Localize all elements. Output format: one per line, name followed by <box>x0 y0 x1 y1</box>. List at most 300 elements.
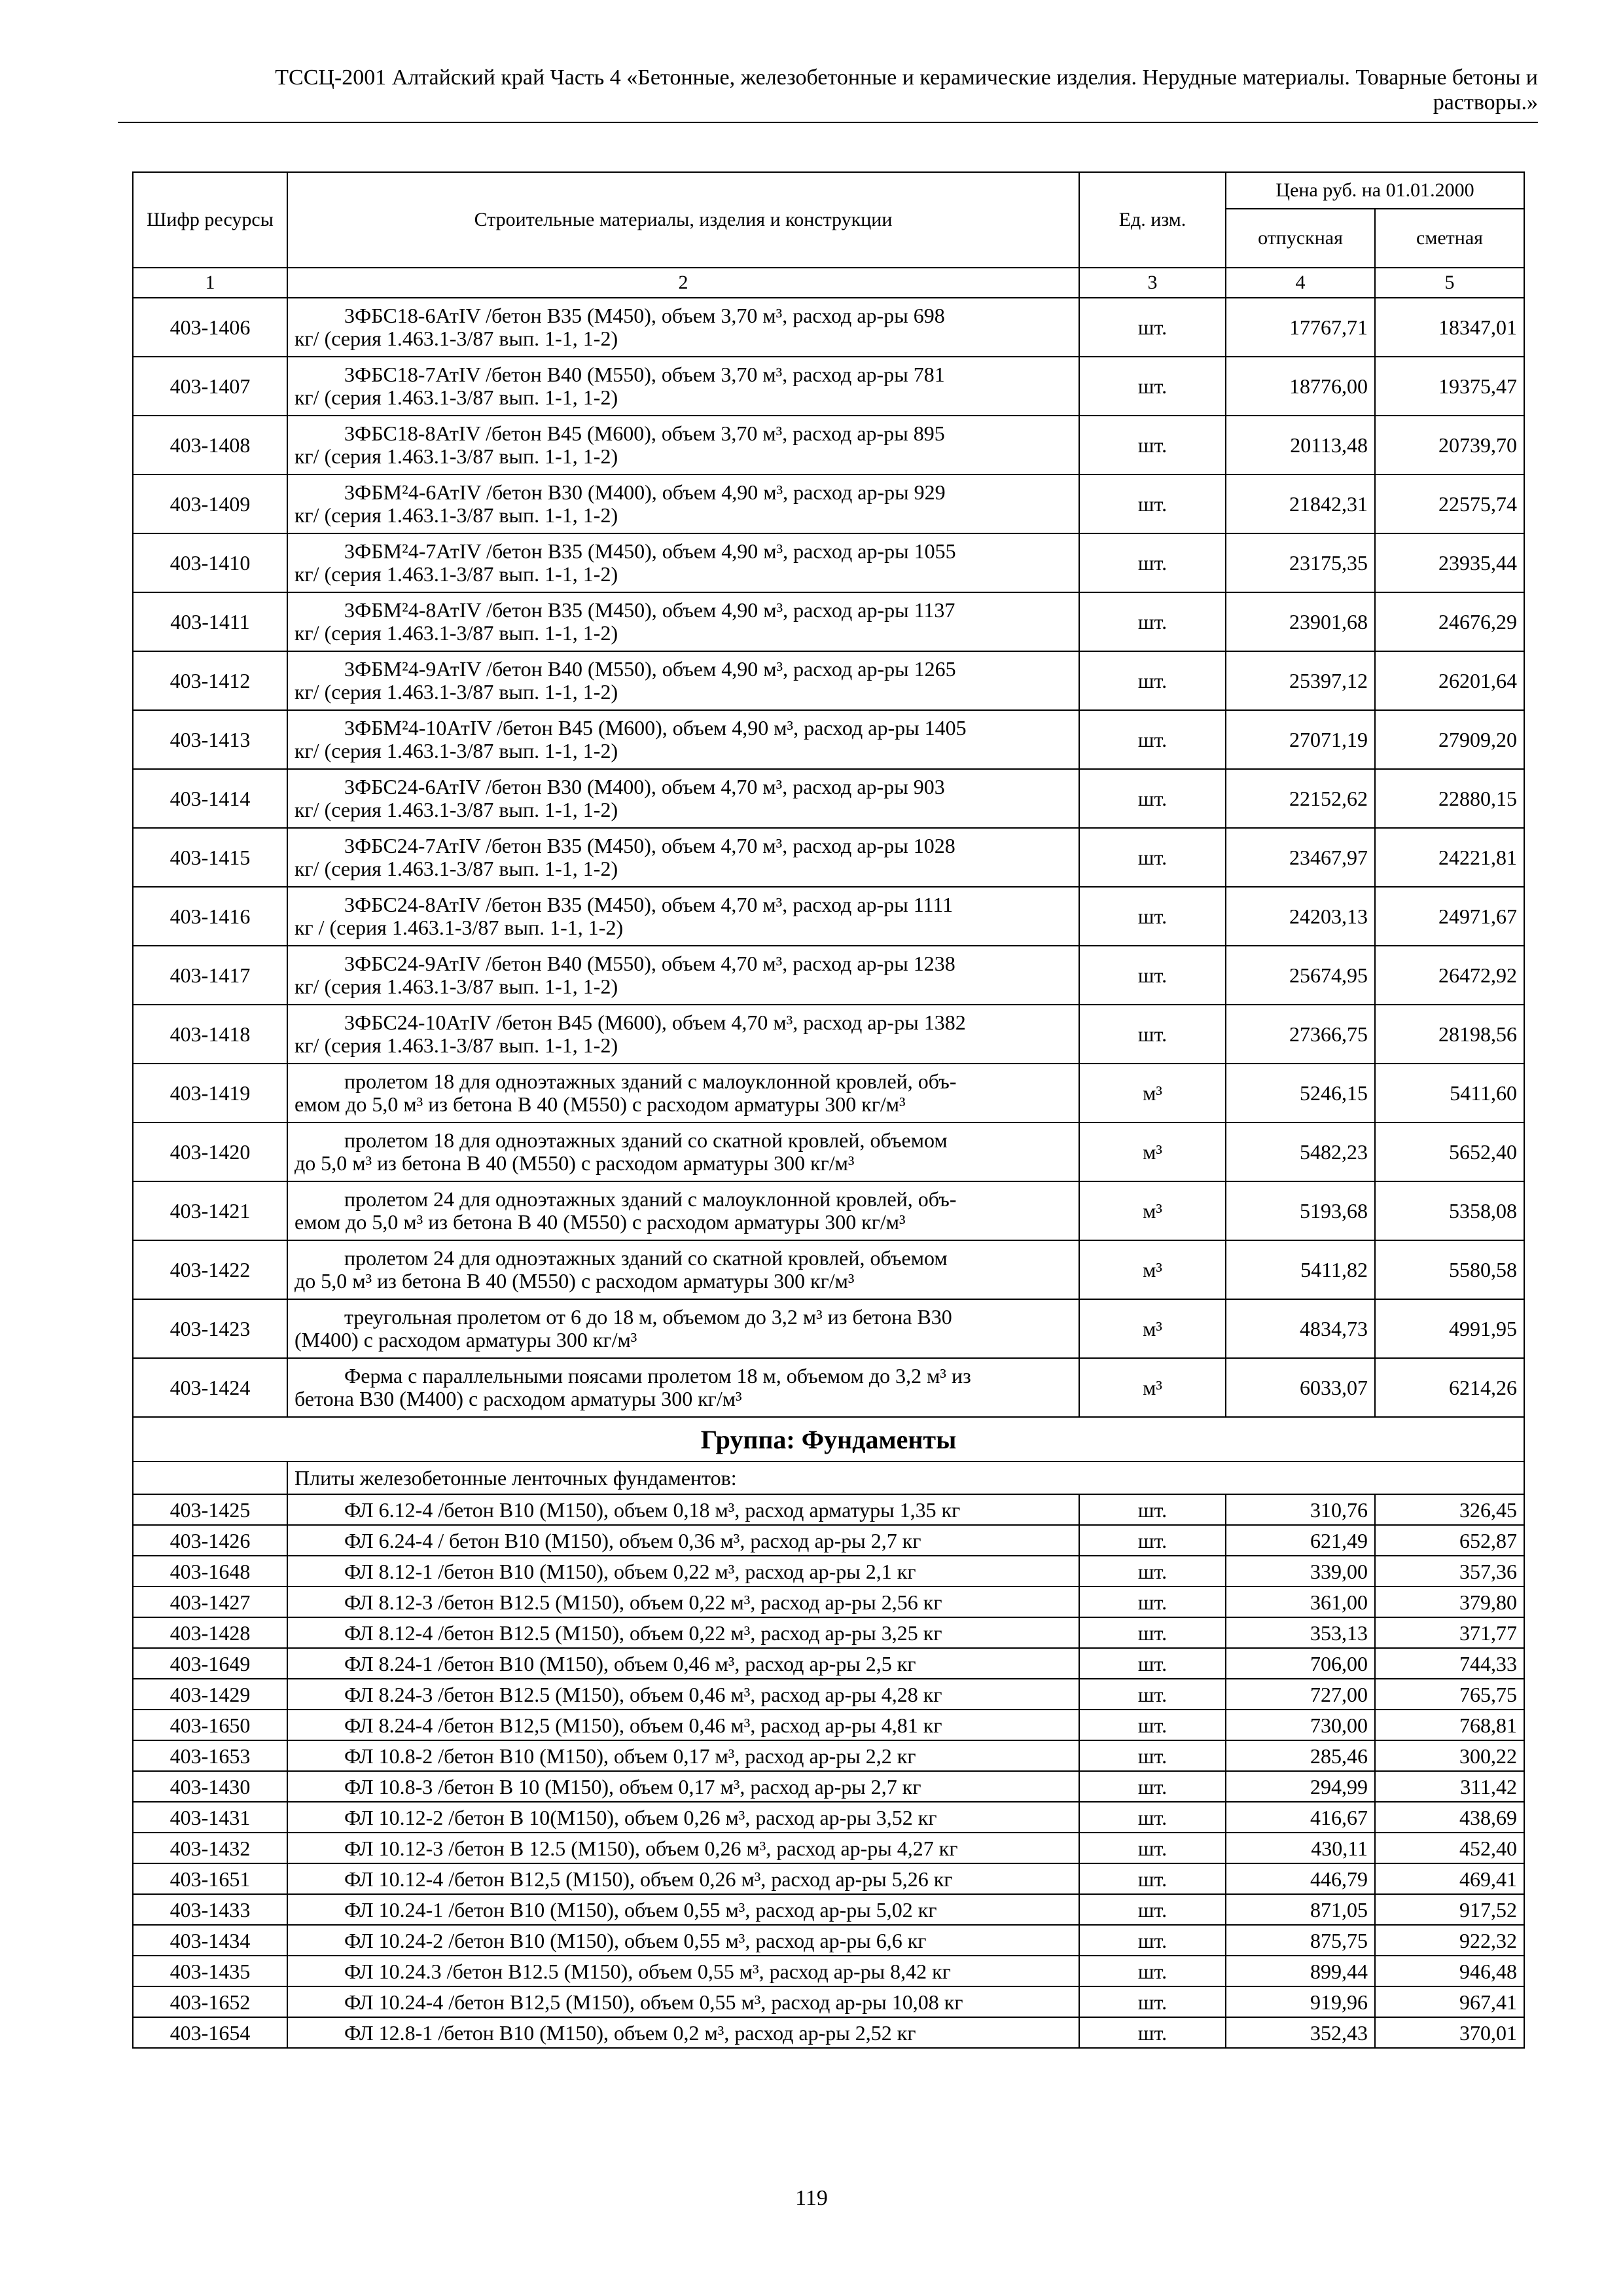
description-line-1: 3ФБС18-7АтIV /бетон В40 (М550), объем 3,70 м³, расход ар-ры 781 <box>344 363 945 386</box>
table-row <box>133 1005 1524 1064</box>
release-price: 5193,68 <box>1226 1181 1375 1240</box>
description-text: ФЛ 8.12-1 /бетон В10 (М150), объем 0,22 м³, расход ар-ры 2,1 кг <box>344 1559 916 1583</box>
estimate-price: 744,33 <box>1375 1648 1524 1679</box>
resource-code: 403-1412 <box>133 651 287 710</box>
description-line-1: 3ФБС18-8АтIV /бетон В45 (М600), объем 3,70 м³, расход ар-ры 895 <box>344 422 945 445</box>
description-line-1: Ферма с параллельными поясами пролетом 18 м, объемом до 3,2 м³ из <box>344 1364 971 1388</box>
table-row <box>133 828 1524 887</box>
release-price: 23467,97 <box>1226 828 1375 887</box>
page-header <box>118 65 1538 115</box>
resource-code: 403-1417 <box>133 946 287 1005</box>
resource-code: 403-1419 <box>133 1064 287 1122</box>
table-row <box>133 1956 1524 1986</box>
table-body-foundations <box>133 1494 1524 2048</box>
col-number: 5 <box>1375 268 1524 298</box>
resource-code: 403-1418 <box>133 1005 287 1064</box>
description-line-2: кг / (серия 1.463.1-3/87 вып. 1-1, 1-2) <box>294 916 624 939</box>
release-price: 23175,35 <box>1226 533 1375 592</box>
release-price: 621,49 <box>1226 1525 1375 1556</box>
description-line-2: емом до 5,0 м³ из бетона В 40 (М550) с расходом арматуры 300 кг/м³ <box>294 1210 906 1234</box>
table-row <box>133 887 1524 946</box>
resource-description <box>287 1986 1079 2017</box>
resource-description <box>287 1525 1079 1556</box>
release-price: 919,96 <box>1226 1986 1375 2017</box>
resource-description <box>287 475 1079 533</box>
estimate-price: 370,01 <box>1375 2017 1524 2048</box>
resource-code: 403-1411 <box>133 592 287 651</box>
unit-cell: шт. <box>1079 769 1226 828</box>
table-row <box>133 1740 1524 1771</box>
resource-description <box>287 1925 1079 1956</box>
unit-cell: шт. <box>1079 1802 1226 1833</box>
estimate-price: 6214,26 <box>1375 1358 1524 1417</box>
group-title: Группа: Фундаменты <box>133 1417 1524 1462</box>
resource-description <box>287 416 1079 475</box>
resource-code: 403-1423 <box>133 1299 287 1358</box>
unit-cell: шт. <box>1079 298 1226 357</box>
resource-description <box>287 769 1079 828</box>
unit-cell: шт. <box>1079 1771 1226 1802</box>
table-row <box>133 1710 1524 1740</box>
description-text: ФЛ 6.24-4 / бетон В10 (М150), объем 0,36 м³, расход ар-ры 2,7 кг <box>344 1528 921 1552</box>
description-text: ФЛ 10.8-3 /бетон В 10 (М150), объем 0,17 м³, расход ар-ры 2,7 кг <box>344 1774 921 1799</box>
resource-code: 403-1413 <box>133 710 287 769</box>
resource-description <box>287 1833 1079 1863</box>
resource-code: 403-1421 <box>133 1181 287 1240</box>
table-row <box>133 1181 1524 1240</box>
resource-description <box>287 1648 1079 1679</box>
release-price: 294,99 <box>1226 1771 1375 1802</box>
description-text: ФЛ 10.12-4 /бетон В12,5 (М150), объем 0,26 м³, расход ар-ры 5,26 кг <box>344 1867 953 1891</box>
description-text: ФЛ 10.12-3 /бетон В 12.5 (М150), объем 0,26 м³, расход ар-ры 4,27 кг <box>344 1836 958 1860</box>
description-line-1: пролетом 18 для одноэтажных зданий с малоуклонной кровлей, объ- <box>344 1069 957 1093</box>
table-row <box>133 2017 1524 2048</box>
unit-cell: шт. <box>1079 357 1226 416</box>
estimate-price: 5652,40 <box>1375 1122 1524 1181</box>
description-text: ФЛ 6.12-4 /бетон В10 (М150), объем 0,18 м³, расход арматуры 1,35 кг <box>344 1498 961 1522</box>
description-line-2: до 5,0 м³ из бетона В 40 (М550) с расходом арматуры 300 кг/м³ <box>294 1151 855 1175</box>
table-row <box>133 1525 1524 1556</box>
unit-cell: м³ <box>1079 1358 1226 1417</box>
description-line-1: пролетом 24 для одноэтажных зданий с малоуклонной кровлей, объ- <box>344 1187 957 1211</box>
page-number: 119 <box>795 2186 828 2210</box>
table-row <box>133 1771 1524 1802</box>
table-row <box>133 1494 1524 1525</box>
description-line-2: кг/ (серия 1.463.1-3/87 вып. 1-1, 1-2) <box>294 386 618 409</box>
resource-code: 403-1409 <box>133 475 287 533</box>
description-line-2: кг/ (серия 1.463.1-3/87 вып. 1-1, 1-2) <box>294 562 618 586</box>
resource-code: 403-1653 <box>133 1740 287 1771</box>
col-number: 2 <box>287 268 1079 298</box>
unit-cell: шт. <box>1079 1679 1226 1710</box>
unit-cell: шт. <box>1079 1005 1226 1064</box>
resource-description <box>287 1771 1079 1802</box>
release-price: 27071,19 <box>1226 710 1375 769</box>
description-line-2: (М400) с расходом арматуры 300 кг/м³ <box>294 1328 637 1352</box>
estimate-price: 469,41 <box>1375 1863 1524 1894</box>
table-body-group <box>133 1417 1524 1494</box>
subgroup-row <box>133 1462 1524 1494</box>
release-price: 5482,23 <box>1226 1122 1375 1181</box>
resource-code: 403-1650 <box>133 1710 287 1740</box>
resource-description <box>287 1005 1079 1064</box>
unit-cell: шт. <box>1079 651 1226 710</box>
table-row <box>133 651 1524 710</box>
resource-description <box>287 946 1079 1005</box>
description-text: ФЛ 10.24-2 /бетон В10 (М150), объем 0,55 м³, расход ар-ры 6,6 кг <box>344 1928 927 1952</box>
subgroup-title: Плиты железобетонные ленточных фундаментов: <box>287 1462 1524 1494</box>
estimate-price: 22575,74 <box>1375 475 1524 533</box>
estimate-price: 23935,44 <box>1375 533 1524 592</box>
header-line-2: растворы.» <box>1433 90 1538 115</box>
resource-code: 403-1414 <box>133 769 287 828</box>
description-text: ФЛ 10.24-4 /бетон В12,5 (М150), объем 0,55 м³, расход ар-ры 10,08 кг <box>344 1990 963 2014</box>
release-price: 20113,48 <box>1226 416 1375 475</box>
unit-cell: шт. <box>1079 416 1226 475</box>
resource-description <box>287 592 1079 651</box>
table-row <box>133 1894 1524 1925</box>
description-text: ФЛ 10.12-2 /бетон В 10(М150), объем 0,26 м³, расход ар-ры 3,52 кг <box>344 1805 937 1829</box>
unit-cell: м³ <box>1079 1299 1226 1358</box>
description-line-1: 3ФБМ²4-8АтIV /бетон В35 (М450), объем 4,90 м³, расход ар-ры 1137 <box>344 598 955 622</box>
unit-cell: шт. <box>1079 1986 1226 2017</box>
resource-code: 403-1407 <box>133 357 287 416</box>
table-row <box>133 592 1524 651</box>
resource-code: 403-1431 <box>133 1802 287 1833</box>
release-price: 706,00 <box>1226 1648 1375 1679</box>
resource-code: 403-1406 <box>133 298 287 357</box>
unit-cell: шт. <box>1079 1710 1226 1740</box>
description-text: ФЛ 8.24-1 /бетон В10 (М150), объем 0,46 м³, расход ар-ры 2,5 кг <box>344 1651 916 1676</box>
table-row <box>133 298 1524 357</box>
resource-description <box>287 1240 1079 1299</box>
release-price: 21842,31 <box>1226 475 1375 533</box>
release-price: 430,11 <box>1226 1833 1375 1863</box>
resource-description <box>287 1122 1079 1181</box>
description-line-2: кг/ (серия 1.463.1-3/87 вып. 1-1, 1-2) <box>294 621 618 645</box>
estimate-price: 765,75 <box>1375 1679 1524 1710</box>
description-text: ФЛ 10.24.3 /бетон В12.5 (М150), объем 0,55 м³, расход ар-ры 8,42 кг <box>344 1959 951 1983</box>
resource-description <box>287 298 1079 357</box>
unit-cell: шт. <box>1079 1556 1226 1587</box>
resource-code: 403-1426 <box>133 1525 287 1556</box>
col-header-price-group: Цена руб. на 01.01.2000 <box>1226 172 1524 209</box>
col-header-code: Шифр ресурсы <box>133 172 287 268</box>
estimate-price: 27909,20 <box>1375 710 1524 769</box>
unit-cell: шт. <box>1079 2017 1226 2048</box>
release-price: 22152,62 <box>1226 769 1375 828</box>
estimate-price: 371,77 <box>1375 1617 1524 1648</box>
resource-description <box>287 1494 1079 1525</box>
header-line-1: ТССЦ-2001 Алтайский край Часть 4 «Бетонные, железобетонные и керамические изделия. Нерудные материалы. Товарные бетоны и <box>275 65 1538 90</box>
group-row <box>133 1417 1524 1462</box>
release-price: 353,13 <box>1226 1617 1375 1648</box>
release-price: 339,00 <box>1226 1556 1375 1587</box>
resource-code: 403-1424 <box>133 1358 287 1417</box>
header-rule <box>118 122 1538 123</box>
estimate-price: 326,45 <box>1375 1494 1524 1525</box>
unit-cell: шт. <box>1079 1617 1226 1648</box>
release-price: 23901,68 <box>1226 592 1375 651</box>
description-line-1: 3ФБС24-9АтIV /бетон В40 (М550), объем 4,70 м³, расход ар-ры 1238 <box>344 952 955 975</box>
description-line-2: кг/ (серия 1.463.1-3/87 вып. 1-1, 1-2) <box>294 503 618 527</box>
unit-cell: шт. <box>1079 1740 1226 1771</box>
table-row <box>133 1299 1524 1358</box>
table-row <box>133 1833 1524 1863</box>
table-row <box>133 1648 1524 1679</box>
estimate-price: 4991,95 <box>1375 1299 1524 1358</box>
table-row <box>133 1240 1524 1299</box>
unit-cell: м³ <box>1079 1181 1226 1240</box>
estimate-price: 24676,29 <box>1375 592 1524 651</box>
estimate-price: 311,42 <box>1375 1771 1524 1802</box>
resource-code: 403-1651 <box>133 1863 287 1894</box>
resource-code: 403-1435 <box>133 1956 287 1986</box>
table-row <box>133 1358 1524 1417</box>
resource-code: 403-1652 <box>133 1986 287 2017</box>
description-line-2: кг/ (серия 1.463.1-3/87 вып. 1-1, 1-2) <box>294 444 618 468</box>
release-price: 6033,07 <box>1226 1358 1375 1417</box>
col-number: 4 <box>1226 268 1375 298</box>
release-price: 5411,82 <box>1226 1240 1375 1299</box>
unit-cell: шт. <box>1079 1956 1226 1986</box>
resource-description <box>287 1894 1079 1925</box>
resource-description <box>287 1956 1079 1986</box>
resource-description <box>287 710 1079 769</box>
resource-description <box>287 1299 1079 1358</box>
col-number: 1 <box>133 268 287 298</box>
description-line-2: кг/ (серия 1.463.1-3/87 вып. 1-1, 1-2) <box>294 739 618 762</box>
table-row <box>133 1587 1524 1617</box>
unit-cell: шт. <box>1079 710 1226 769</box>
estimate-price: 452,40 <box>1375 1833 1524 1863</box>
description-line-1: пролетом 24 для одноэтажных зданий со скатной кровлей, объемом <box>344 1246 948 1270</box>
estimate-price: 967,41 <box>1375 1986 1524 2017</box>
estimate-price: 5358,08 <box>1375 1181 1524 1240</box>
table-row <box>133 1679 1524 1710</box>
unit-cell: м³ <box>1079 1240 1226 1299</box>
col-header-name: Строительные материалы, изделия и конструкции <box>287 172 1079 268</box>
description-line-1: пролетом 18 для одноэтажных зданий со скатной кровлей, объемом <box>344 1128 948 1152</box>
table-row <box>133 769 1524 828</box>
description-text: ФЛ 8.24-3 /бетон В12.5 (М150), объем 0,46 м³, расход ар-ры 4,28 кг <box>344 1682 942 1706</box>
unit-cell: шт. <box>1079 592 1226 651</box>
estimate-price: 5580,58 <box>1375 1240 1524 1299</box>
unit-cell: м³ <box>1079 1064 1226 1122</box>
col-header-release: отпускная <box>1226 209 1375 268</box>
estimate-price: 946,48 <box>1375 1956 1524 1986</box>
resource-description <box>287 2017 1079 2048</box>
table-row <box>133 946 1524 1005</box>
estimate-price: 20739,70 <box>1375 416 1524 475</box>
table-row <box>133 1556 1524 1587</box>
release-price: 416,67 <box>1226 1802 1375 1833</box>
resource-code: 403-1416 <box>133 887 287 946</box>
estimate-price: 300,22 <box>1375 1740 1524 1771</box>
description-line-1: 3ФБС24-8АтIV /бетон В35 (М450), объем 4,70 м³, расход ар-ры 1111 <box>344 893 954 916</box>
resource-description <box>287 828 1079 887</box>
release-price: 352,43 <box>1226 2017 1375 2048</box>
release-price: 18776,00 <box>1226 357 1375 416</box>
release-price: 17767,71 <box>1226 298 1375 357</box>
unit-cell: шт. <box>1079 475 1226 533</box>
resource-code: 403-1434 <box>133 1925 287 1956</box>
resource-description <box>287 1617 1079 1648</box>
resource-description <box>287 887 1079 946</box>
estimate-price: 438,69 <box>1375 1802 1524 1833</box>
description-text: ФЛ 12.8-1 /бетон В10 (М150), объем 0,2 м³, расход ар-ры 2,52 кг <box>344 2020 916 2045</box>
unit-cell: шт. <box>1079 533 1226 592</box>
resource-description <box>287 1181 1079 1240</box>
estimate-price: 5411,60 <box>1375 1064 1524 1122</box>
resource-code: 403-1428 <box>133 1617 287 1648</box>
table-row <box>133 357 1524 416</box>
table-row <box>133 1617 1524 1648</box>
resource-code: 403-1649 <box>133 1648 287 1679</box>
unit-cell: шт. <box>1079 1863 1226 1894</box>
table-row <box>133 1925 1524 1956</box>
description-line-1: 3ФБМ²4-6АтIV /бетон В30 (М400), объем 4,90 м³, расход ар-ры 929 <box>344 480 946 504</box>
release-price: 5246,15 <box>1226 1064 1375 1122</box>
description-line-2: до 5,0 м³ из бетона В 40 (М550) с расходом арматуры 300 кг/м³ <box>294 1269 855 1293</box>
description-text: ФЛ 8.24-4 /бетон В12,5 (М150), объем 0,46 м³, расход ар-ры 4,81 кг <box>344 1713 942 1737</box>
table-row <box>133 533 1524 592</box>
estimate-price: 28198,56 <box>1375 1005 1524 1064</box>
release-price: 727,00 <box>1226 1679 1375 1710</box>
resource-description <box>287 1556 1079 1587</box>
table-body-products <box>133 298 1524 1417</box>
table-row <box>133 1064 1524 1122</box>
estimate-price: 19375,47 <box>1375 357 1524 416</box>
description-line-2: кг/ (серия 1.463.1-3/87 вып. 1-1, 1-2) <box>294 1033 618 1057</box>
resource-code: 403-1420 <box>133 1122 287 1181</box>
resource-code: 403-1425 <box>133 1494 287 1525</box>
description-line-2: кг/ (серия 1.463.1-3/87 вып. 1-1, 1-2) <box>294 327 618 350</box>
estimate-price: 917,52 <box>1375 1894 1524 1925</box>
resource-description <box>287 1802 1079 1833</box>
description-line-2: кг/ (серия 1.463.1-3/87 вып. 1-1, 1-2) <box>294 680 618 704</box>
release-price: 446,79 <box>1226 1863 1375 1894</box>
table-row <box>133 1986 1524 2017</box>
resource-description <box>287 1679 1079 1710</box>
resource-code: 403-1415 <box>133 828 287 887</box>
subgroup-code-cell <box>133 1462 287 1494</box>
description-text: ФЛ 8.12-3 /бетон В12.5 (М150), объем 0,22 м³, расход ар-ры 2,56 кг <box>344 1590 942 1614</box>
release-price: 4834,73 <box>1226 1299 1375 1358</box>
release-price: 24203,13 <box>1226 887 1375 946</box>
resource-description <box>287 1863 1079 1894</box>
description-line-1: 3ФБМ²4-7АтIV /бетон В35 (М450), объем 4,90 м³, расход ар-ры 1055 <box>344 539 956 563</box>
estimate-price: 922,32 <box>1375 1925 1524 1956</box>
unit-cell: шт. <box>1079 828 1226 887</box>
release-price: 27366,75 <box>1226 1005 1375 1064</box>
description-line-1: 3ФБМ²4-10АтIV /бетон В45 (М600), объем 4,90 м³, расход ар-ры 1405 <box>344 716 967 740</box>
estimate-price: 24971,67 <box>1375 887 1524 946</box>
description-line-1: 3ФБС24-10АтIV /бетон В45 (М600), объем 4,70 м³, расход ар-ры 1382 <box>344 1011 966 1034</box>
resource-code: 403-1648 <box>133 1556 287 1587</box>
description-line-2: кг/ (серия 1.463.1-3/87 вып. 1-1, 1-2) <box>294 798 618 821</box>
resource-description <box>287 357 1079 416</box>
resource-description <box>287 1358 1079 1417</box>
resource-code: 403-1410 <box>133 533 287 592</box>
table-row <box>133 1863 1524 1894</box>
estimate-price: 22880,15 <box>1375 769 1524 828</box>
unit-cell: шт. <box>1079 1894 1226 1925</box>
release-price: 285,46 <box>1226 1740 1375 1771</box>
estimate-price: 26201,64 <box>1375 651 1524 710</box>
description-text: ФЛ 10.8-2 /бетон В10 (М150), объем 0,17 м³, расход ар-ры 2,2 кг <box>344 1744 916 1768</box>
table-row <box>133 710 1524 769</box>
resource-code: 403-1430 <box>133 1771 287 1802</box>
release-price: 899,44 <box>1226 1956 1375 1986</box>
resource-code: 403-1432 <box>133 1833 287 1863</box>
description-text: ФЛ 8.12-4 /бетон В12.5 (М150), объем 0,22 м³, расход ар-ры 3,25 кг <box>344 1621 942 1645</box>
col-header-estimate: сметная <box>1375 209 1524 268</box>
resource-description <box>287 1587 1079 1617</box>
release-price: 361,00 <box>1226 1587 1375 1617</box>
description-line-1: 3ФБС18-6АтIV /бетон В35 (М450), объем 3,70 м³, расход ар-ры 698 <box>344 304 945 327</box>
estimate-price: 26472,92 <box>1375 946 1524 1005</box>
estimate-price: 18347,01 <box>1375 298 1524 357</box>
description-line-1: 3ФБС24-6АтIV /бетон В30 (М400), объем 4,70 м³, расход ар-ры 903 <box>344 775 945 798</box>
estimate-price: 357,36 <box>1375 1556 1524 1587</box>
unit-cell: м³ <box>1079 1122 1226 1181</box>
unit-cell: шт. <box>1079 1648 1226 1679</box>
description-line-2: кг/ (серия 1.463.1-3/87 вып. 1-1, 1-2) <box>294 857 618 880</box>
resource-code: 403-1408 <box>133 416 287 475</box>
table-row <box>133 1122 1524 1181</box>
description-text: ФЛ 10.24-1 /бетон В10 (М150), объем 0,55 м³, расход ар-ры 5,02 кг <box>344 1897 937 1922</box>
unit-cell: шт. <box>1079 1587 1226 1617</box>
description-line-1: треугольная пролетом от 6 до 18 м, объемом до 3,2 м³ из бетона В30 <box>344 1305 952 1329</box>
release-price: 730,00 <box>1226 1710 1375 1740</box>
resource-code: 403-1422 <box>133 1240 287 1299</box>
resource-description <box>287 1064 1079 1122</box>
resource-code: 403-1654 <box>133 2017 287 2048</box>
unit-cell: шт. <box>1079 1833 1226 1863</box>
unit-cell: шт. <box>1079 1494 1226 1525</box>
unit-cell: шт. <box>1079 1925 1226 1956</box>
description-line-2: емом до 5,0 м³ из бетона В 40 (М550) с расходом арматуры 300 кг/м³ <box>294 1092 906 1116</box>
estimate-price: 379,80 <box>1375 1587 1524 1617</box>
description-line-2: бетона В30 (М400) с расходом арматуры 300 кг/м³ <box>294 1387 742 1410</box>
resource-description <box>287 1740 1079 1771</box>
table-row <box>133 475 1524 533</box>
estimate-price: 652,87 <box>1375 1525 1524 1556</box>
description-line-2: кг/ (серия 1.463.1-3/87 вып. 1-1, 1-2) <box>294 975 618 998</box>
resource-code: 403-1427 <box>133 1587 287 1617</box>
release-price: 25674,95 <box>1226 946 1375 1005</box>
unit-cell: шт. <box>1079 1525 1226 1556</box>
release-price: 875,75 <box>1226 1925 1375 1956</box>
table-row <box>133 1802 1524 1833</box>
release-price: 871,05 <box>1226 1894 1375 1925</box>
resource-description <box>287 651 1079 710</box>
estimate-price: 24221,81 <box>1375 828 1524 887</box>
estimate-price: 768,81 <box>1375 1710 1524 1740</box>
resource-code: 403-1433 <box>133 1894 287 1925</box>
col-header-unit: Ед. изм. <box>1079 172 1226 268</box>
release-price: 310,76 <box>1226 1494 1375 1525</box>
release-price: 25397,12 <box>1226 651 1375 710</box>
resource-description <box>287 533 1079 592</box>
price-table <box>132 171 1525 2049</box>
col-number: 3 <box>1079 268 1226 298</box>
resource-description <box>287 1710 1079 1740</box>
description-line-1: 3ФБС24-7АтIV /бетон В35 (М450), объем 4,70 м³, расход ар-ры 1028 <box>344 834 955 857</box>
table-row <box>133 416 1524 475</box>
unit-cell: шт. <box>1079 946 1226 1005</box>
